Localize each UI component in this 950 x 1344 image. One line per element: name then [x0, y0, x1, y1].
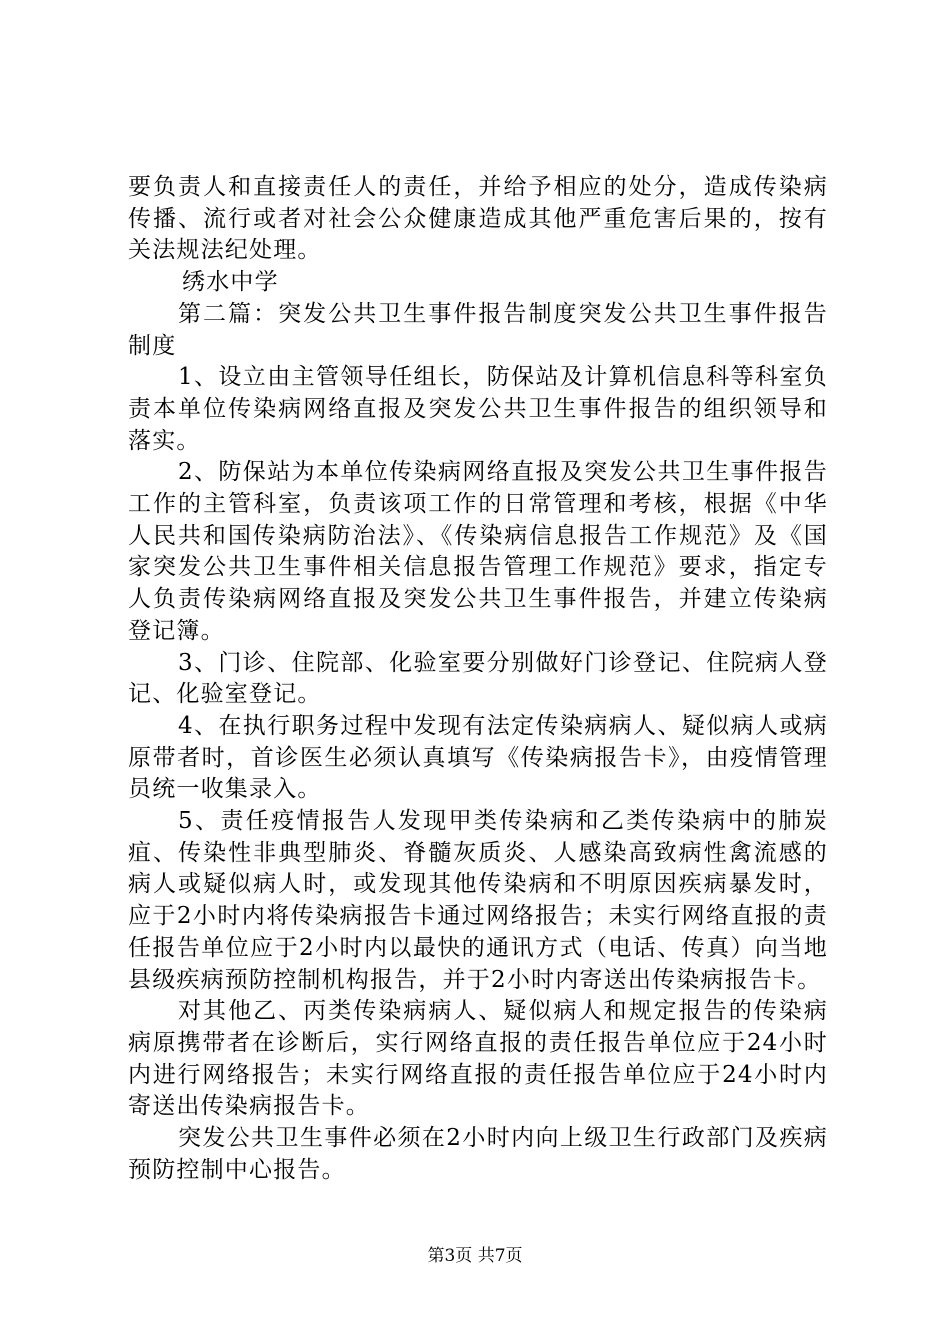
paragraph-item-2: 2、防保站为本单位传染病网络直报及突发公共卫生事件报告工作的主管科室，负责该项工作的日常管理和考核，根据《中华人民共和国传染病防治法》、《传染病信息报告工作规范》及《国家突发公共卫生事件相关信息报告管理工作规范》要求，指定专人负责传染病网络直报及突发公共卫生事件报告，并建立传染病登记簿。 — [128, 459, 828, 644]
paragraph-emergency-report: 突发公共卫生事件必须在2小时内向上级卫生行政部门及疾病预防控制中心报告。 — [128, 1125, 828, 1183]
paragraph-item-1: 1、设立由主管领导任组长，防保站及计算机信息科等科室负责本单位传染病网络直报及突发公共卫生事件报告的组织领导和落实。 — [128, 364, 828, 454]
section-heading: 第二篇：突发公共卫生事件报告制度突发公共卫生事件报告制度 — [128, 300, 828, 359]
paragraph-other-diseases: 对其他乙、丙类传染病病人、疑似病人和规定报告的传染病病原携带者在诊断后，实行网络直报的责任报告单位应于24小时内进行网络报告；未实行网络直报的责任报告单位应于24小时内寄送出传染病报告卡。 — [128, 998, 828, 1120]
document-body — [128, 172, 828, 1187]
paragraph-item-4: 4、在执行职务过程中发现有法定传染病病人、疑似病人或病原带者时，首诊医生必须认真填写《传染病报告卡》，由疫情管理员统一收集录入。 — [128, 712, 828, 803]
paragraph-item-3: 3、门诊、住院部、化验室要分别做好门诊登记、住院病人登记、化验室登记。 — [128, 649, 828, 708]
page-number-label: 第3页 共7页 — [427, 1246, 523, 1266]
paragraph-continued: 要负责人和直接责任人的责任，并给予相应的处分，造成传染病传播、流行或者对社会公众健康造成其他严重危害后果的，按有关法规法纪处理。 — [128, 174, 828, 264]
page-footer — [0, 1245, 950, 1267]
paragraph-item-5: 5、责任疫情报告人发现甲类传染病和乙类传染病中的肺炭疽、传染性非典型肺炎、脊髓灰质炎、人感染高致病性禽流感的病人或疑似病人时，或发现其他传染病和不明原因疾病暴发时，应于2小时内将传染病报告卡通过网络报告；未实行网络直报的责任报告单位应于2小时内以最快的通讯方式（电话、传真）向当地县级疾病预防控制机构报告，并于2小时内寄送出传染病报告卡。 — [128, 808, 828, 993]
signature-school-name: 绣水中学 — [182, 269, 279, 296]
